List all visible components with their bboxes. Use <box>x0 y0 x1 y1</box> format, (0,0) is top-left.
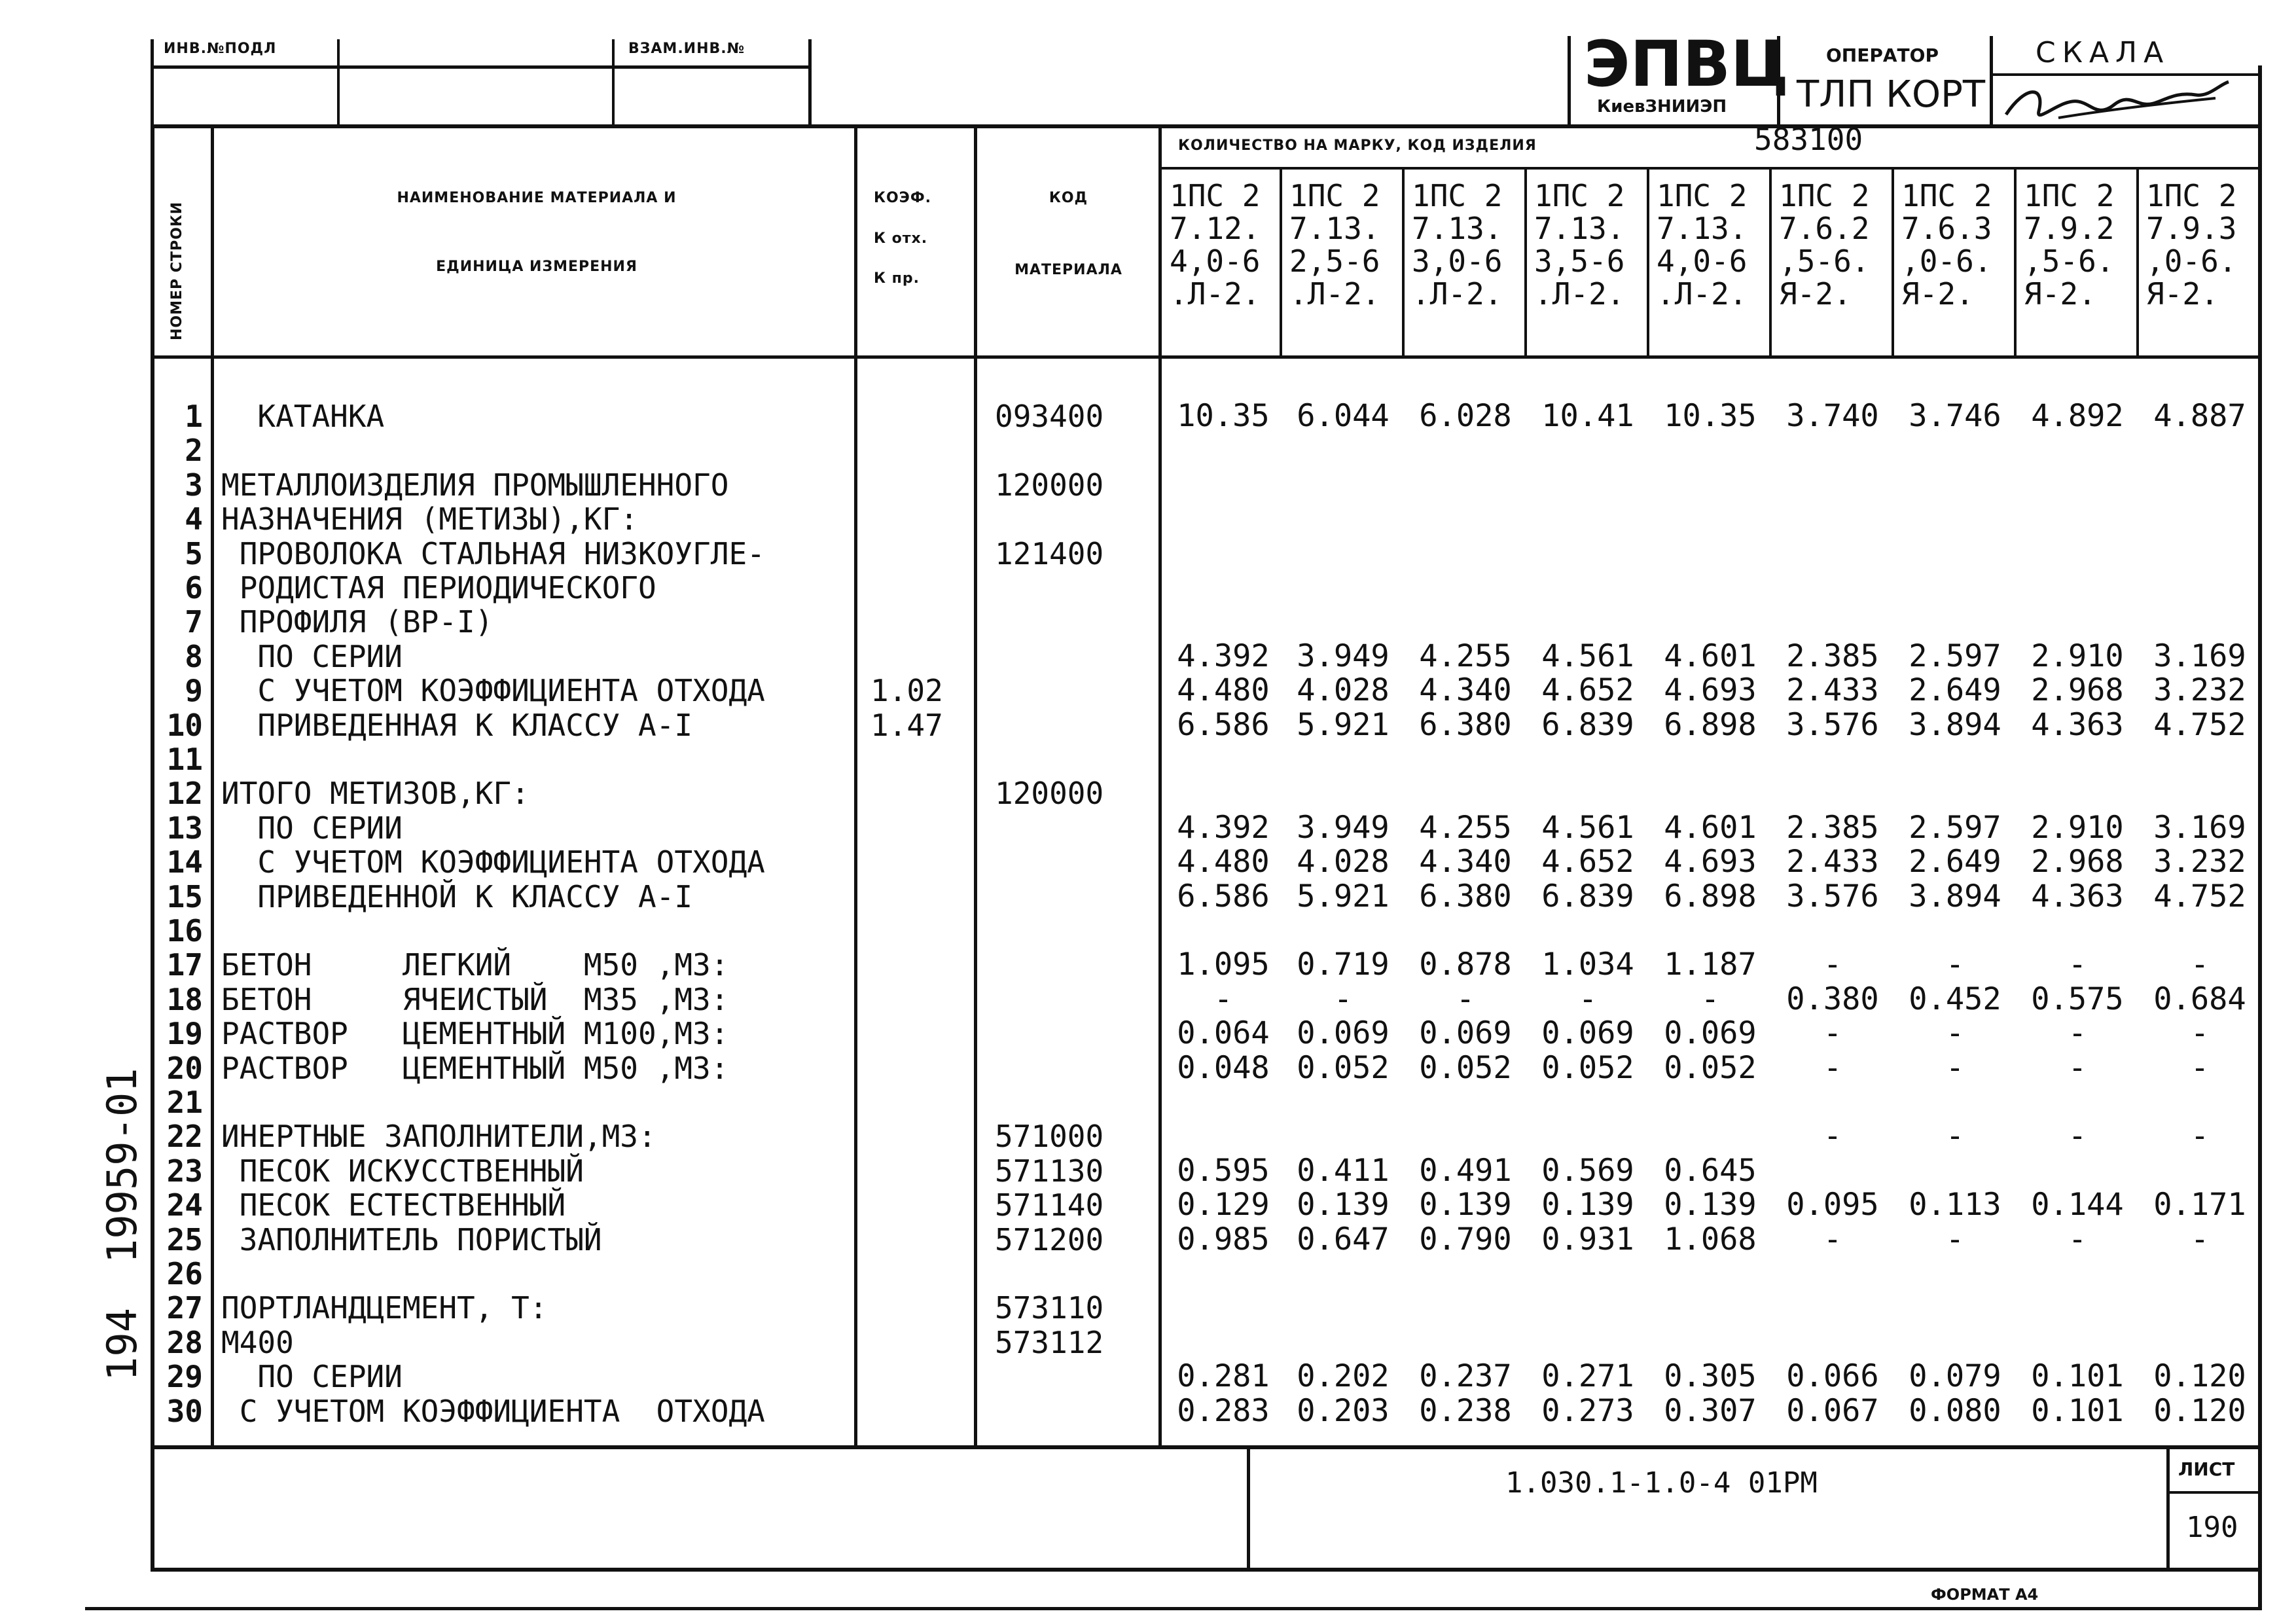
quantity-cell: 2.968 <box>2031 672 2124 709</box>
material-code: 121400 <box>995 535 1104 571</box>
row-number: 2 <box>185 433 203 469</box>
quantity-cell: 3.746 <box>1909 398 2001 434</box>
material-name: ПЕСОК ИСКУССТВЕННЫЙ <box>221 1153 584 1189</box>
row-number: 4 <box>185 501 203 537</box>
quantity-cell: - <box>2068 1221 2087 1257</box>
quantity-cell: 0.069 <box>1297 1015 1390 1052</box>
quantity-cell: 4.652 <box>1541 672 1634 709</box>
material-name: ИТОГО МЕТИЗОВ,КГ: <box>221 776 529 812</box>
quantity-cell: 0.307 <box>1664 1392 1757 1429</box>
quantity-cell: 4.255 <box>1419 638 1512 674</box>
quantity-cell: 4.255 <box>1419 809 1512 846</box>
quantity-cell: 3.740 <box>1786 398 1879 434</box>
mark-header-line: .Л-2. <box>1534 276 1625 312</box>
quantity-cell: 0.283 <box>1177 1392 1270 1429</box>
coefficient-value: 1.02 <box>870 673 943 709</box>
material-name: ПОРТЛАНДЦЕМЕНТ, Т: <box>221 1290 548 1326</box>
row-number: 7 <box>185 604 203 640</box>
quantity-cell: 0.101 <box>2031 1392 2124 1429</box>
material-name: ПРОФИЛЯ (ВР-I) <box>221 604 493 640</box>
mark-header-line: 1ПС 2 <box>1657 178 1748 213</box>
quantity-cell: 4.561 <box>1541 638 1634 674</box>
quantity-cell: 4.887 <box>2153 398 2246 434</box>
quantity-cell: 4.892 <box>2031 398 2124 434</box>
quantity-cell: 6.044 <box>1297 398 1390 434</box>
quantity-cell: 0.052 <box>1419 1049 1512 1086</box>
quantity-cell: 2.597 <box>1909 809 2001 846</box>
row-number: 5 <box>185 535 203 571</box>
quantity-cell: 4.561 <box>1541 809 1634 846</box>
quantity-cell: 0.101 <box>2031 1358 2124 1395</box>
quantity-cell: - <box>2068 1118 2087 1155</box>
quantity-cell: 0.645 <box>1664 1152 1757 1189</box>
quantity-cell: 0.052 <box>1297 1049 1390 1086</box>
quantity-cell: 10.35 <box>1177 398 1270 434</box>
quantity-cell: 2.433 <box>1786 672 1879 709</box>
row-number: 10 <box>166 707 203 743</box>
quantity-cell: 0.569 <box>1541 1152 1634 1189</box>
vzam-label: ВЗАМ.ИНВ.№ <box>628 41 745 57</box>
signature-icon <box>2000 72 2235 131</box>
quantity-cell: - <box>1823 1221 1842 1257</box>
material-code: 120000 <box>995 776 1104 812</box>
inv-label: ИНВ.№ПОДЛ <box>164 41 277 57</box>
row-number: 24 <box>166 1187 203 1223</box>
quantity-cell: 4.028 <box>1297 844 1390 880</box>
quantity-cell: 0.931 <box>1541 1221 1634 1257</box>
quantity-cell: 4.752 <box>2153 706 2246 743</box>
material-name: РАСТВОР ЦЕМЕНТНЫЙ М100,М3: <box>221 1016 729 1052</box>
material-name: ИНЕРТНЫЕ ЗАПОЛНИТЕЛИ,М3: <box>221 1119 656 1155</box>
quantity-cell: 4.752 <box>2153 878 2246 914</box>
quantity-cell: 1.187 <box>1664 947 1757 983</box>
material-code: 571000 <box>995 1119 1104 1155</box>
quantity-cell: 2.649 <box>1909 844 2001 880</box>
mark-header-line: 1ПС 2 <box>2146 178 2237 213</box>
quantity-cell: 0.684 <box>2153 981 2246 1017</box>
material-code: 571130 <box>995 1153 1104 1189</box>
quantity-cell: 4.363 <box>2031 878 2124 914</box>
material-name: ПО СЕРИИ <box>221 1359 403 1395</box>
quantity-cell: 0.575 <box>2031 981 2124 1017</box>
row-number: 30 <box>166 1393 203 1429</box>
quantity-cell: - <box>1578 981 1598 1017</box>
material-name: ПРИВЕДЕННОЙ К КЛАССУ А-I <box>221 878 693 914</box>
material-name: С УЧЕТОМ КОЭФФИЦИЕНТА ОТХОДА <box>221 673 765 709</box>
skala-label: СКАЛА <box>2036 36 2170 69</box>
quantity-cell: - <box>1823 1049 1842 1086</box>
quantity-cell: 3.169 <box>2153 638 2246 674</box>
quantity-cell: 0.452 <box>1909 981 2001 1017</box>
row-number: 15 <box>166 878 203 914</box>
quantity-cell: 2.597 <box>1909 638 2001 674</box>
quantity-cell: 10.35 <box>1664 398 1757 434</box>
row-number: 23 <box>166 1153 203 1189</box>
quantity-cell: 2.649 <box>1909 672 2001 709</box>
margin-page: 194 <box>98 1308 146 1381</box>
quantity-cell: 6.898 <box>1664 706 1757 743</box>
document-code: 1.030.1-1.0-4 01РМ <box>1505 1466 1818 1500</box>
quantity-cell: 6.028 <box>1419 398 1512 434</box>
quantity-cell: 6.898 <box>1664 878 1757 914</box>
material-code: 571200 <box>995 1221 1104 1257</box>
quantity-cell: 0.491 <box>1419 1152 1512 1189</box>
quantity-cell: 2.968 <box>2031 844 2124 880</box>
quantity-cell: 2.385 <box>1786 638 1879 674</box>
mark-header-line: 3,0-6 <box>1412 244 1503 279</box>
mark-header-line: .Л-2. <box>1412 276 1503 312</box>
row-number: 20 <box>166 1050 203 1086</box>
row-number: 22 <box>166 1119 203 1155</box>
quantity-cell: 4.392 <box>1177 809 1270 846</box>
material-name: БЕТОН ЛЕГКИЙ М50 ,М3: <box>221 947 729 983</box>
material-name-header-2: ЕДИНИЦА ИЗМЕРЕНИЯ <box>436 259 637 275</box>
quantity-cell: 0.411 <box>1297 1152 1390 1189</box>
mark-header-line: Я-2. <box>1779 276 1852 312</box>
quantity-cell: 0.139 <box>1664 1187 1757 1223</box>
margin-number: 19959-01 <box>98 1068 146 1263</box>
mark-header-line: ,0-6. <box>2146 244 2237 279</box>
coef-header-2: К отх. <box>874 230 928 247</box>
operator-label: ОПЕРАТОР <box>1826 45 1939 66</box>
quantity-cell: 0.719 <box>1297 947 1390 983</box>
quantity-cell: 0.067 <box>1786 1392 1879 1429</box>
mark-header-line: Я-2. <box>2146 276 2219 312</box>
quantity-cell: 4.480 <box>1177 672 1270 709</box>
quantity-cell: - <box>2190 947 2210 983</box>
format-label: ФОРМАТ А4 <box>1931 1585 2039 1604</box>
quantity-cell: - <box>1945 1049 1965 1086</box>
quantity-cell: 0.202 <box>1297 1358 1390 1395</box>
quantity-cell: 0.052 <box>1664 1049 1757 1086</box>
row-number: 3 <box>185 467 203 503</box>
quantity-cell: 4.028 <box>1297 672 1390 709</box>
quantity-cell: 4.693 <box>1664 844 1757 880</box>
quantity-cell: - <box>2190 1049 2210 1086</box>
quantity-cell: 3.232 <box>2153 844 2246 880</box>
quantity-cell: 10.41 <box>1541 398 1634 434</box>
row-number: 16 <box>166 913 203 948</box>
quantity-cell: 0.052 <box>1541 1049 1634 1086</box>
quantity-cell: 3.949 <box>1297 638 1390 674</box>
quantity-cell: 0.079 <box>1909 1358 2001 1395</box>
sheet-number: 190 <box>2186 1511 2238 1544</box>
quantity-cell: 5.921 <box>1297 706 1390 743</box>
quantity-cell: 4.652 <box>1541 844 1634 880</box>
quantity-cell: 3.894 <box>1909 706 2001 743</box>
mark-header-line: 7.13. <box>1289 211 1380 246</box>
mark-header-line: 4,0-6 <box>1657 244 1748 279</box>
quantity-cell: - <box>2068 1049 2087 1086</box>
mark-header-line: Я-2. <box>1901 276 1974 312</box>
quantity-cell: 0.113 <box>1909 1187 2001 1223</box>
quantity-cell: 0.271 <box>1541 1358 1634 1395</box>
material-name: РОДИСТАЯ ПЕРИОДИЧЕСКОГО <box>221 570 656 605</box>
quantity-cell: 0.139 <box>1419 1187 1512 1223</box>
quantity-cell: 0.281 <box>1177 1358 1270 1395</box>
mark-header-line: 1ПС 2 <box>1534 178 1625 213</box>
row-number: 1 <box>185 399 203 434</box>
mark-header-line: 7.9.3 <box>2146 211 2237 246</box>
quantity-cell: 4.340 <box>1419 672 1512 709</box>
row-number: 27 <box>166 1290 203 1326</box>
mark-header-line: .Л-2. <box>1170 276 1261 312</box>
quantity-cell: 4.363 <box>2031 706 2124 743</box>
quantity-cell: 0.237 <box>1419 1358 1512 1395</box>
material-name: М400 <box>221 1324 294 1360</box>
quantity-cell: - <box>1945 1015 1965 1052</box>
quantity-cell: 6.839 <box>1541 706 1634 743</box>
quantity-cell: 0.064 <box>1177 1015 1270 1052</box>
code-header-2: МАТЕРИАЛА <box>1014 262 1122 278</box>
quantity-cell: 3.576 <box>1786 706 1879 743</box>
quantity-cell: 0.120 <box>2153 1358 2246 1395</box>
quantity-cell: 3.894 <box>1909 878 2001 914</box>
quantity-cell: 6.586 <box>1177 706 1270 743</box>
quantity-cell: 4.601 <box>1664 638 1757 674</box>
material-name: РАСТВОР ЦЕМЕНТНЫЙ М50 ,М3: <box>221 1050 729 1086</box>
quantity-cell: 0.878 <box>1419 947 1512 983</box>
mark-header-line: 2,5-6 <box>1289 244 1380 279</box>
quantity-cell: - <box>1823 1118 1842 1155</box>
quantity-cell: - <box>2190 1118 2210 1155</box>
row-number: 26 <box>166 1256 203 1291</box>
material-name: ПО СЕРИИ <box>221 638 403 674</box>
row-number: 9 <box>185 673 203 709</box>
code-header-1: КОД <box>1049 190 1088 206</box>
quantity-cell: 2.385 <box>1786 809 1879 846</box>
quantity-cell: - <box>2068 947 2087 983</box>
quantity-cell: - <box>1945 1221 1965 1257</box>
quantity-cell: 6.380 <box>1419 706 1512 743</box>
mark-header-line: 1ПС 2 <box>1289 178 1380 213</box>
quantity-cell: - <box>1213 981 1233 1017</box>
row-number: 19 <box>166 1016 203 1052</box>
quantity-cell: 0.595 <box>1177 1152 1270 1189</box>
quantity-cell: 2.433 <box>1786 844 1879 880</box>
quantity-cell: 0.095 <box>1786 1187 1879 1223</box>
quantity-cell: 6.586 <box>1177 878 1270 914</box>
material-name: ЗАПОЛНИТЕЛЬ ПОРИСТЫЙ <box>221 1221 602 1257</box>
quantity-cell: 0.069 <box>1664 1015 1757 1052</box>
qty-header: КОЛИЧЕСТВО НА МАРКУ, КОД ИЗДЕЛИЯ <box>1178 137 1537 154</box>
quantity-cell: 1.095 <box>1177 947 1270 983</box>
quantity-cell: 0.069 <box>1541 1015 1634 1052</box>
org-subtitle: КиевЗНИИЭП <box>1597 97 1727 117</box>
quantity-cell: 4.340 <box>1419 844 1512 880</box>
mark-header-line: .Л-2. <box>1289 276 1380 312</box>
sheet-label: ЛИСТ <box>2178 1458 2235 1480</box>
quantity-cell: 0.139 <box>1297 1187 1390 1223</box>
mark-header-line: 7.13. <box>1412 211 1503 246</box>
quantity-cell: 2.910 <box>2031 638 2124 674</box>
row-number: 14 <box>166 844 203 880</box>
quantity-cell: 0.120 <box>2153 1392 2246 1429</box>
mark-header-line: 7.13. <box>1657 211 1748 246</box>
operator-value: ТЛП КОРТ <box>1797 73 1986 116</box>
quantity-cell: 0.790 <box>1419 1221 1512 1257</box>
quantity-cell: - <box>1823 947 1842 983</box>
quantity-cell: 0.171 <box>2153 1187 2246 1223</box>
mark-header-line: 4,0-6 <box>1170 244 1261 279</box>
row-number: 11 <box>166 742 203 777</box>
quantity-cell: 3.576 <box>1786 878 1879 914</box>
row-number: 8 <box>185 638 203 674</box>
mark-header-line: .Л-2. <box>1657 276 1748 312</box>
quantity-cell: 0.273 <box>1541 1392 1634 1429</box>
coef-header-1: КОЭФ. <box>874 190 932 206</box>
org-logo-text: ЭПВЦ <box>1584 27 1789 101</box>
item-code: 583100 <box>1754 122 1863 157</box>
quantity-cell: - <box>1333 981 1353 1017</box>
quantity-cell: 0.238 <box>1419 1392 1512 1429</box>
mark-header-line: 7.9.2 <box>2024 211 2115 246</box>
row-number: 21 <box>166 1085 203 1120</box>
mark-header-line: 1ПС 2 <box>1412 178 1503 213</box>
quantity-cell: 4.693 <box>1664 672 1757 709</box>
material-name: С УЧЕТОМ КОЭФФИЦИЕНТА ОТХОДА <box>221 1393 765 1429</box>
quantity-cell: 3.949 <box>1297 809 1390 846</box>
mark-header-line: ,5-6. <box>1779 244 1870 279</box>
quantity-cell: 1.034 <box>1541 947 1634 983</box>
quantity-cell: 2.910 <box>2031 809 2124 846</box>
row-number: 25 <box>166 1221 203 1257</box>
quantity-cell: 0.080 <box>1909 1392 2001 1429</box>
mark-header-line: 7.6.3 <box>1901 211 1992 246</box>
quantity-cell: 0.069 <box>1419 1015 1512 1052</box>
quantity-cell: 1.068 <box>1664 1221 1757 1257</box>
quantity-cell: 4.392 <box>1177 638 1270 674</box>
material-code: 093400 <box>995 399 1104 434</box>
quantity-cell: 0.139 <box>1541 1187 1634 1223</box>
row-number: 18 <box>166 981 203 1017</box>
quantity-cell: 3.169 <box>2153 809 2246 846</box>
material-name-header-1: НАИМЕНОВАНИЕ МАТЕРИАЛА И <box>397 190 677 206</box>
mark-header-line: 7.13. <box>1534 211 1625 246</box>
mark-header-line: 1ПС 2 <box>1779 178 1870 213</box>
material-name: МЕТАЛЛОИЗДЕЛИЯ ПРОМЫШЛЕННОГО <box>221 467 729 503</box>
mark-header-line: 1ПС 2 <box>1901 178 1992 213</box>
quantity-cell: - <box>2190 1015 2210 1052</box>
quantity-cell: 0.305 <box>1664 1358 1757 1395</box>
coef-header-3: К пр. <box>874 270 920 287</box>
material-name: НАЗНАЧЕНИЯ (МЕТИЗЫ),КГ: <box>221 501 638 537</box>
quantity-cell: 0.048 <box>1177 1049 1270 1086</box>
quantity-cell: 0.380 <box>1786 981 1879 1017</box>
row-number: 17 <box>166 947 203 983</box>
quantity-cell: - <box>1700 981 1720 1017</box>
material-name: ПРОВОЛОКА СТАЛЬНАЯ НИЗКОУГЛЕ- <box>221 535 765 571</box>
mark-header-line: ,5-6. <box>2024 244 2115 279</box>
material-name: ПРИВЕДЕННАЯ К КЛАССУ А-I <box>221 707 693 743</box>
quantity-cell: - <box>1945 947 1965 983</box>
quantity-cell: 0.203 <box>1297 1392 1390 1429</box>
material-name: КАТАНКА <box>221 399 385 434</box>
row-number: 28 <box>166 1324 203 1360</box>
quantity-cell: 3.232 <box>2153 672 2246 709</box>
quantity-cell: 4.480 <box>1177 844 1270 880</box>
quantity-cell: 5.921 <box>1297 878 1390 914</box>
quantity-cell: 0.066 <box>1786 1358 1879 1395</box>
quantity-cell: 0.129 <box>1177 1187 1270 1223</box>
quantity-cell: 0.985 <box>1177 1221 1270 1257</box>
material-code: 573112 <box>995 1324 1104 1360</box>
mark-header-line: Я-2. <box>2024 276 2096 312</box>
material-code: 573110 <box>995 1290 1104 1326</box>
quantity-cell: - <box>2190 1221 2210 1257</box>
quantity-cell: 0.647 <box>1297 1221 1390 1257</box>
mark-header-line: 3,5-6 <box>1534 244 1625 279</box>
row-number: 6 <box>185 570 203 605</box>
mark-header-line: 7.6.2 <box>1779 211 1870 246</box>
quantity-cell: - <box>2068 1015 2087 1052</box>
row-number: 29 <box>166 1359 203 1395</box>
material-code: 120000 <box>995 467 1104 503</box>
material-name: ПО СЕРИИ <box>221 810 403 846</box>
material-name: С УЧЕТОМ КОЭФФИЦИЕНТА ОТХОДА <box>221 844 765 880</box>
quantity-cell: - <box>1945 1118 1965 1155</box>
row-number-header: НОМЕР СТРОКИ <box>169 201 185 340</box>
mark-header-line: 7.12. <box>1170 211 1261 246</box>
quantity-cell: 6.380 <box>1419 878 1512 914</box>
quantity-cell: 0.144 <box>2031 1187 2124 1223</box>
material-code: 571140 <box>995 1187 1104 1223</box>
quantity-cell: 4.601 <box>1664 809 1757 846</box>
row-number: 13 <box>166 810 203 846</box>
quantity-cell: - <box>1823 1015 1842 1052</box>
quantity-cell: - <box>1456 981 1475 1017</box>
mark-header-line: 1ПС 2 <box>1170 178 1261 213</box>
mark-header-line: 1ПС 2 <box>2024 178 2115 213</box>
row-number: 12 <box>166 776 203 812</box>
material-name: ПЕСОК ЕСТЕСТВЕННЫЙ <box>221 1187 566 1223</box>
material-name: БЕТОН ЯЧЕИСТЫЙ М35 ,М3: <box>221 981 729 1017</box>
mark-header-line: ,0-6. <box>1901 244 1992 279</box>
coefficient-value: 1.47 <box>870 707 943 743</box>
quantity-cell: 6.839 <box>1541 878 1634 914</box>
